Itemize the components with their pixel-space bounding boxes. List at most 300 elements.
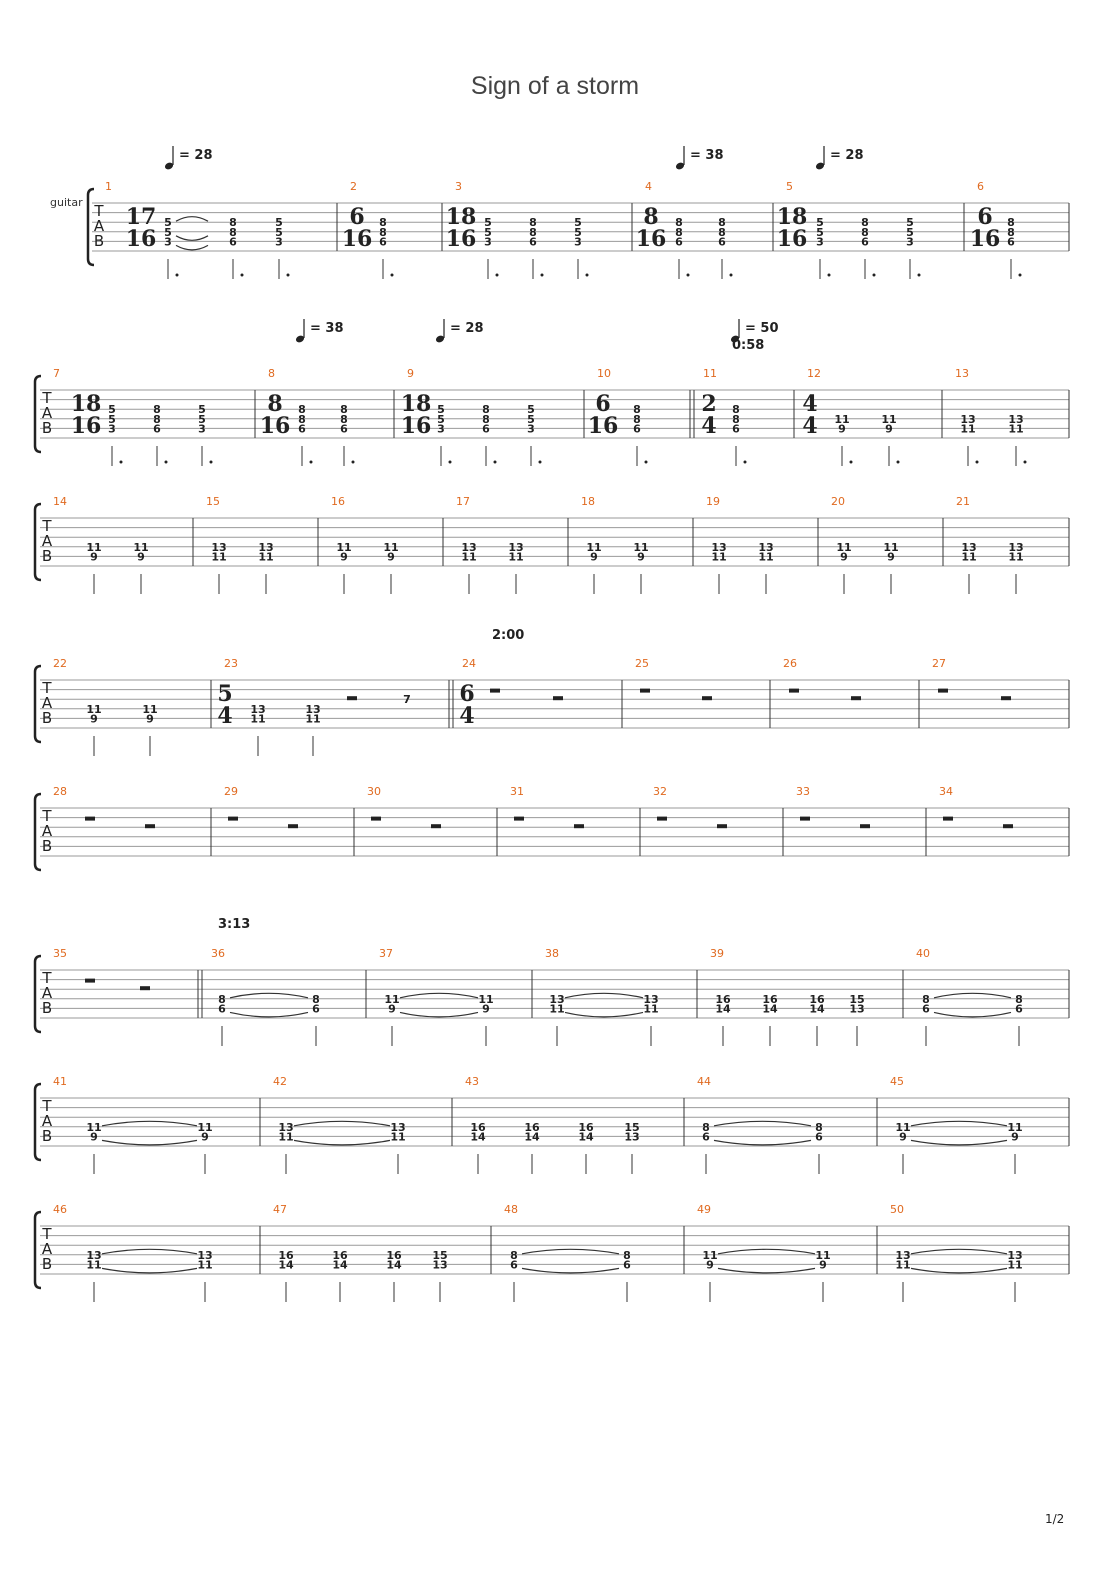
fret-number: 11 bbox=[883, 540, 899, 554]
half-rest bbox=[1003, 824, 1013, 828]
tie-arc bbox=[911, 1268, 1007, 1273]
measure-number: 43 bbox=[465, 1075, 479, 1088]
measure-number: 48 bbox=[504, 1203, 518, 1216]
time-marker: 2:00 bbox=[492, 628, 525, 643]
tab-system bbox=[35, 1075, 1069, 1174]
time-signature-numerator: 18 bbox=[400, 391, 432, 417]
time-marker: 3:13 bbox=[218, 917, 251, 932]
fret-number: 11 bbox=[461, 550, 477, 564]
half-rest bbox=[1001, 696, 1011, 700]
fret-number: 11 bbox=[384, 992, 400, 1006]
time-signature-denominator: 16 bbox=[776, 226, 808, 252]
whole-rest bbox=[657, 817, 667, 821]
fret-number: 6 bbox=[718, 235, 726, 249]
fret-number: 8 bbox=[1015, 992, 1023, 1006]
time-signature-numerator: 6 bbox=[459, 681, 475, 707]
whole-rest bbox=[514, 817, 524, 821]
fret-number: 11 bbox=[336, 540, 352, 554]
fret-number: 11 bbox=[815, 1248, 831, 1262]
time-signature-numerator: 6 bbox=[595, 391, 611, 417]
measure-number: 18 bbox=[581, 495, 595, 508]
fret-number: 13 bbox=[461, 540, 477, 554]
fret-number: 5 bbox=[816, 225, 824, 239]
time-signature-numerator: 18 bbox=[70, 391, 102, 417]
fret-number: 8 bbox=[1007, 225, 1015, 239]
tie-arc bbox=[565, 1012, 643, 1017]
measure-number: 11 bbox=[703, 367, 717, 380]
whole-rest bbox=[943, 817, 953, 821]
fret-number: 8 bbox=[529, 216, 537, 230]
tie-arc bbox=[911, 1140, 1007, 1145]
measure-number: 42 bbox=[273, 1075, 287, 1088]
tab-clef-letter: T bbox=[94, 202, 104, 220]
measure-number: 9 bbox=[407, 367, 414, 380]
tab-system bbox=[35, 1203, 1069, 1302]
dot bbox=[730, 274, 733, 277]
fret-number: 5 bbox=[437, 412, 445, 426]
fret-number: 5 bbox=[527, 403, 535, 417]
dot bbox=[541, 274, 544, 277]
whole-rest bbox=[85, 817, 95, 821]
fret-number: 8 bbox=[718, 216, 726, 230]
instrument-label: guitar bbox=[50, 196, 83, 209]
fret-number: 14 bbox=[332, 1258, 348, 1272]
fret-number: 6 bbox=[312, 1002, 320, 1016]
tempo-value: = 28 bbox=[830, 148, 864, 163]
fret-number: 9 bbox=[637, 550, 645, 564]
fret-number: 14 bbox=[578, 1130, 594, 1144]
fret-number: 14 bbox=[386, 1258, 402, 1272]
measure-number: 38 bbox=[545, 947, 559, 960]
measure-number: 14 bbox=[53, 495, 67, 508]
fret-number: 13 bbox=[197, 1248, 213, 1262]
fret-number: 11 bbox=[1008, 550, 1024, 564]
measure-number: 4 bbox=[645, 180, 652, 193]
time-signature-denominator: 16 bbox=[400, 413, 432, 439]
fret-number: 11 bbox=[278, 1130, 294, 1144]
fret-number: 9 bbox=[840, 550, 848, 564]
measure-number: 22 bbox=[53, 657, 67, 670]
tie-arc bbox=[934, 993, 1011, 998]
half-rest bbox=[140, 986, 150, 990]
fret-number: 11 bbox=[961, 550, 977, 564]
fret-number: 11 bbox=[586, 540, 602, 554]
half-rest bbox=[553, 696, 563, 700]
measure-number: 3 bbox=[455, 180, 462, 193]
fret-number: 13 bbox=[895, 1248, 911, 1262]
tie-arc bbox=[911, 1121, 1007, 1126]
fret-number: 6 bbox=[482, 422, 490, 436]
fret-number: 8 bbox=[298, 403, 306, 417]
tab-clef-letter: T bbox=[42, 807, 52, 825]
fret-number: 8 bbox=[633, 412, 641, 426]
fret-number: 11 bbox=[758, 550, 774, 564]
fret-number: 9 bbox=[887, 550, 895, 564]
fret-number: 11 bbox=[633, 540, 649, 554]
tab-clef-letter: A bbox=[41, 694, 53, 712]
fret-number: 5 bbox=[527, 412, 535, 426]
time-signature-denominator: 4 bbox=[701, 413, 717, 439]
fret-number: 11 bbox=[86, 1258, 102, 1272]
tab-system bbox=[35, 367, 1069, 466]
whole-rest bbox=[800, 817, 810, 821]
fret-number: 3 bbox=[484, 235, 492, 249]
time-signature-denominator: 4 bbox=[802, 413, 818, 439]
fret-number: 8 bbox=[153, 403, 161, 417]
tab-clef-letter: B bbox=[41, 999, 53, 1017]
measure-number: 10 bbox=[597, 367, 611, 380]
dot bbox=[828, 274, 831, 277]
half-rest bbox=[717, 824, 727, 828]
time-signature-denominator: 16 bbox=[445, 226, 477, 252]
time-signature-denominator: 16 bbox=[70, 413, 102, 439]
fret-number: 8 bbox=[312, 992, 320, 1006]
fret-number: 6 bbox=[229, 235, 237, 249]
tab-system bbox=[35, 785, 1069, 870]
fret-number: 14 bbox=[715, 1002, 731, 1016]
measure-number: 24 bbox=[462, 657, 476, 670]
fret-number: 13 bbox=[961, 540, 977, 554]
tie-arc bbox=[176, 236, 208, 241]
fret-number: 16 bbox=[578, 1120, 594, 1134]
fret-number: 5 bbox=[906, 216, 914, 230]
fret-number: 9 bbox=[706, 1258, 714, 1272]
time-signature-denominator: 4 bbox=[217, 703, 233, 729]
fret-number: 13 bbox=[758, 540, 774, 554]
time-signature-numerator: 6 bbox=[349, 204, 365, 230]
fret-number: 9 bbox=[819, 1258, 827, 1272]
fret-number: 8 bbox=[153, 412, 161, 426]
fret-number: 11 bbox=[1007, 1258, 1023, 1272]
tie-arc bbox=[522, 1249, 619, 1254]
time-signature-numerator: 5 bbox=[217, 681, 233, 707]
fret-number: 13 bbox=[960, 412, 976, 426]
tab-clef-letter: T bbox=[42, 1225, 52, 1243]
time-marker: 0:58 bbox=[732, 338, 765, 353]
measure-number: 2 bbox=[350, 180, 357, 193]
dot bbox=[586, 274, 589, 277]
measure-number: 34 bbox=[939, 785, 953, 798]
fret-number: 9 bbox=[90, 550, 98, 564]
fret-number: 8 bbox=[675, 216, 683, 230]
tab-clef-letter: B bbox=[93, 232, 105, 250]
fret-number: 6 bbox=[1015, 1002, 1023, 1016]
fret-number: 3 bbox=[816, 235, 824, 249]
tie-arc bbox=[102, 1121, 197, 1126]
measure-number: 33 bbox=[796, 785, 810, 798]
fret-number: 5 bbox=[906, 225, 914, 239]
fret-number: 11 bbox=[133, 540, 149, 554]
fret-number: 8 bbox=[510, 1248, 518, 1262]
fret-number: 6 bbox=[529, 235, 537, 249]
fret-number: 11 bbox=[258, 550, 274, 564]
tab-clef-letter: T bbox=[42, 1097, 52, 1115]
half-rest bbox=[347, 696, 357, 700]
dot bbox=[241, 274, 244, 277]
fret-number: 11 bbox=[1008, 422, 1024, 436]
fret-number: 9 bbox=[1011, 1130, 1019, 1144]
half-rest bbox=[702, 696, 712, 700]
fret-number: 6 bbox=[340, 422, 348, 436]
measure-number: 1 bbox=[105, 180, 112, 193]
fret-number: 13 bbox=[711, 540, 727, 554]
fret-number: 13 bbox=[849, 1002, 865, 1016]
fret-number: 11 bbox=[86, 540, 102, 554]
fret-number: 8 bbox=[718, 225, 726, 239]
fret-number: 6 bbox=[922, 1002, 930, 1016]
eighth-rest: 7 bbox=[403, 693, 411, 706]
fret-number: 8 bbox=[340, 403, 348, 417]
time-signature-denominator: 16 bbox=[259, 413, 291, 439]
dot bbox=[449, 461, 452, 464]
fret-number: 8 bbox=[861, 216, 869, 230]
dot bbox=[496, 274, 499, 277]
fret-number: 16 bbox=[278, 1248, 294, 1262]
fret-number: 6 bbox=[702, 1130, 710, 1144]
fret-number: 8 bbox=[861, 225, 869, 239]
fret-number: 8 bbox=[702, 1120, 710, 1134]
fret-number: 8 bbox=[340, 412, 348, 426]
measure-number: 41 bbox=[53, 1075, 67, 1088]
whole-rest bbox=[228, 817, 238, 821]
fret-number: 5 bbox=[574, 216, 582, 230]
tab-clef-letter: A bbox=[93, 217, 105, 235]
fret-number: 5 bbox=[198, 412, 206, 426]
tempo-value: = 38 bbox=[310, 321, 344, 336]
system-bracket bbox=[35, 794, 41, 870]
time-signature-numerator: 18 bbox=[445, 204, 477, 230]
fret-number: 11 bbox=[508, 550, 524, 564]
fret-number: 9 bbox=[885, 422, 893, 436]
tab-system bbox=[35, 657, 1069, 756]
fret-number: 5 bbox=[198, 403, 206, 417]
half-rest bbox=[288, 824, 298, 828]
fret-number: 13 bbox=[549, 992, 565, 1006]
fret-number: 14 bbox=[762, 1002, 778, 1016]
fret-number: 8 bbox=[815, 1120, 823, 1134]
time-signature-numerator: 18 bbox=[776, 204, 808, 230]
half-rest bbox=[574, 824, 584, 828]
fret-number: 16 bbox=[524, 1120, 540, 1134]
tab-clef-letter: B bbox=[41, 1127, 53, 1145]
measure-number: 15 bbox=[206, 495, 220, 508]
fret-number: 3 bbox=[108, 422, 116, 436]
fret-number: 6 bbox=[815, 1130, 823, 1144]
fret-number: 13 bbox=[432, 1258, 448, 1272]
tab-clef-letter: B bbox=[41, 837, 53, 855]
measure-number: 5 bbox=[786, 180, 793, 193]
time-signature-numerator: 4 bbox=[802, 391, 818, 417]
measure-number: 25 bbox=[635, 657, 649, 670]
fret-number: 3 bbox=[164, 235, 172, 249]
measure-number: 44 bbox=[697, 1075, 711, 1088]
fret-number: 5 bbox=[484, 225, 492, 239]
fret-number: 5 bbox=[108, 412, 116, 426]
measure-number: 6 bbox=[977, 180, 984, 193]
fret-number: 8 bbox=[218, 992, 226, 1006]
fret-number: 11 bbox=[478, 992, 494, 1006]
whole-rest bbox=[938, 689, 948, 693]
fret-number: 3 bbox=[574, 235, 582, 249]
measure-number: 50 bbox=[890, 1203, 904, 1216]
tempo-value: = 38 bbox=[690, 148, 724, 163]
tab-clef-letter: B bbox=[41, 419, 53, 437]
fret-number: 13 bbox=[211, 540, 227, 554]
fret-number: 11 bbox=[142, 702, 158, 716]
dot bbox=[1024, 461, 1027, 464]
fret-number: 11 bbox=[960, 422, 976, 436]
dot bbox=[645, 461, 648, 464]
system-bracket bbox=[35, 666, 41, 742]
fret-number: 16 bbox=[762, 992, 778, 1006]
fret-number: 9 bbox=[387, 550, 395, 564]
fret-number: 8 bbox=[379, 216, 387, 230]
tie-arc bbox=[934, 1012, 1011, 1017]
tab-clef-letter: T bbox=[42, 679, 52, 697]
fret-number: 11 bbox=[834, 412, 850, 426]
fret-number: 6 bbox=[633, 422, 641, 436]
measure-number: 49 bbox=[697, 1203, 711, 1216]
fret-number: 14 bbox=[278, 1258, 294, 1272]
tempo-marking bbox=[435, 319, 484, 344]
page-number: 1/2 bbox=[1045, 1512, 1065, 1526]
fret-number: 13 bbox=[508, 540, 524, 554]
fret-number: 3 bbox=[198, 422, 206, 436]
measure-number: 12 bbox=[807, 367, 821, 380]
fret-number: 14 bbox=[470, 1130, 486, 1144]
tab-system bbox=[35, 947, 1069, 1046]
fret-number: 11 bbox=[643, 1002, 659, 1016]
measure-number: 16 bbox=[331, 495, 345, 508]
fret-number: 3 bbox=[527, 422, 535, 436]
measure-number: 7 bbox=[53, 367, 60, 380]
fret-number: 16 bbox=[715, 992, 731, 1006]
fret-number: 11 bbox=[549, 1002, 565, 1016]
tie-arc bbox=[714, 1121, 811, 1126]
fret-number: 16 bbox=[809, 992, 825, 1006]
fret-number: 9 bbox=[137, 550, 145, 564]
fret-number: 9 bbox=[146, 712, 154, 726]
fret-number: 5 bbox=[275, 225, 283, 239]
fret-number: 8 bbox=[482, 403, 490, 417]
fret-number: 8 bbox=[675, 225, 683, 239]
tie-arc bbox=[176, 217, 208, 222]
dot bbox=[850, 461, 853, 464]
tab-clef-letter: A bbox=[41, 1112, 53, 1130]
dot bbox=[210, 461, 213, 464]
fret-number: 13 bbox=[86, 1248, 102, 1262]
tab-clef-letter: T bbox=[42, 517, 52, 535]
fret-number: 16 bbox=[470, 1120, 486, 1134]
fret-number: 5 bbox=[816, 216, 824, 230]
fret-number: 6 bbox=[298, 422, 306, 436]
tab-clef-letter: A bbox=[41, 984, 53, 1002]
tab-system bbox=[88, 180, 1069, 279]
tab-clef-letter: A bbox=[41, 404, 53, 422]
fret-number: 3 bbox=[437, 422, 445, 436]
fret-number: 11 bbox=[895, 1258, 911, 1272]
tab-clef-letter: A bbox=[41, 532, 53, 550]
fret-number: 8 bbox=[732, 412, 740, 426]
dot bbox=[494, 461, 497, 464]
fret-number: 5 bbox=[484, 216, 492, 230]
dot bbox=[352, 461, 355, 464]
fret-number: 5 bbox=[164, 225, 172, 239]
tempo-marking bbox=[164, 146, 213, 171]
measure-number: 47 bbox=[273, 1203, 287, 1216]
fret-number: 5 bbox=[164, 216, 172, 230]
whole-rest bbox=[640, 689, 650, 693]
measure-number: 21 bbox=[956, 495, 970, 508]
measure-number: 35 bbox=[53, 947, 67, 960]
fret-number: 8 bbox=[732, 403, 740, 417]
fret-number: 11 bbox=[250, 712, 266, 726]
measure-number: 36 bbox=[211, 947, 225, 960]
tie-arc bbox=[102, 1140, 197, 1145]
fret-number: 11 bbox=[86, 702, 102, 716]
whole-rest bbox=[490, 689, 500, 693]
tempo-marking bbox=[675, 146, 724, 171]
half-rest bbox=[851, 696, 861, 700]
fret-number: 8 bbox=[229, 216, 237, 230]
dot bbox=[539, 461, 542, 464]
measure-number: 39 bbox=[710, 947, 724, 960]
fret-number: 13 bbox=[305, 702, 321, 716]
fret-number: 16 bbox=[332, 1248, 348, 1262]
tab-clef-letter: A bbox=[41, 1240, 53, 1258]
fret-number: 6 bbox=[218, 1002, 226, 1016]
time-signature-denominator: 16 bbox=[635, 226, 667, 252]
measure-number: 30 bbox=[367, 785, 381, 798]
tie-arc bbox=[230, 1012, 308, 1017]
tie-arc bbox=[230, 993, 308, 998]
time-signature-denominator: 16 bbox=[125, 226, 157, 252]
system-bracket bbox=[35, 504, 41, 580]
tie-arc bbox=[294, 1140, 390, 1145]
time-signature-denominator: 16 bbox=[341, 226, 373, 252]
dot bbox=[918, 274, 921, 277]
fret-number: 8 bbox=[229, 225, 237, 239]
fret-number: 3 bbox=[906, 235, 914, 249]
fret-number: 11 bbox=[390, 1130, 406, 1144]
score-title: Sign of a storm bbox=[470, 72, 640, 100]
dot bbox=[176, 274, 179, 277]
whole-rest bbox=[371, 817, 381, 821]
fret-number: 15 bbox=[432, 1248, 448, 1262]
fret-number: 8 bbox=[529, 225, 537, 239]
measure-number: 37 bbox=[379, 947, 393, 960]
fret-number: 6 bbox=[732, 422, 740, 436]
dot bbox=[873, 274, 876, 277]
dot bbox=[287, 274, 290, 277]
tab-system bbox=[35, 495, 1069, 594]
fret-number: 8 bbox=[633, 403, 641, 417]
fret-number: 6 bbox=[675, 235, 683, 249]
tie-arc bbox=[718, 1249, 815, 1254]
dot bbox=[897, 461, 900, 464]
fret-number: 6 bbox=[1007, 235, 1015, 249]
fret-number: 11 bbox=[383, 540, 399, 554]
fret-number: 13 bbox=[643, 992, 659, 1006]
tab-clef-letter: A bbox=[41, 822, 53, 840]
dot bbox=[687, 274, 690, 277]
fret-number: 11 bbox=[305, 712, 321, 726]
tempo-value: = 28 bbox=[450, 321, 484, 336]
measure-number: 46 bbox=[53, 1203, 67, 1216]
tab-clef-letter: B bbox=[41, 709, 53, 727]
tempo-marking bbox=[295, 319, 344, 344]
fret-number: 6 bbox=[861, 235, 869, 249]
